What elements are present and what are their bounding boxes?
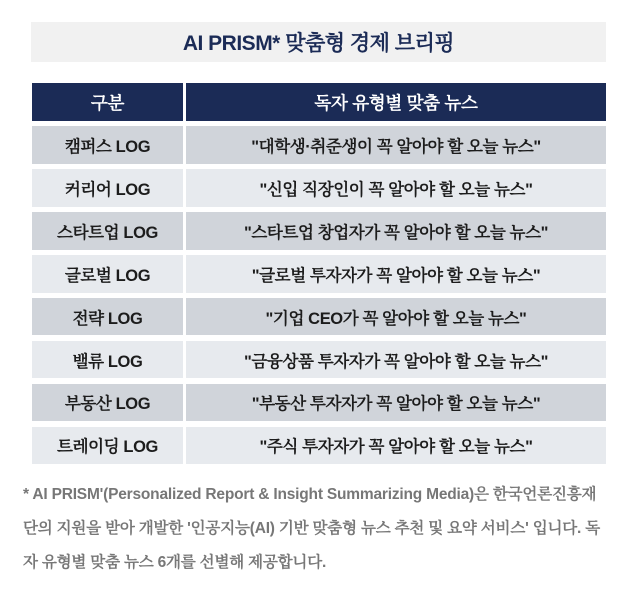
news-cell: "부동산 투자자가 꼭 알아야 할 오늘 뉴스" [186,384,606,422]
category-cell: 부동산 LOG [32,384,183,422]
table-row [32,255,606,293]
news-cell: "스타트업 창업자가 꼭 알아야 할 오늘 뉴스" [186,212,606,250]
category-cell: 밸류 LOG [32,341,183,379]
header-cell-category: 구분 [32,83,183,121]
news-cell: "신입 직장인이 꼭 알아야 할 오늘 뉴스" [186,169,606,207]
table-row [32,126,606,164]
table-row [32,298,606,336]
table-row [32,427,606,465]
category-cell: 전략 LOG [32,298,183,336]
table-row [32,341,606,379]
title-bar [31,22,606,62]
table-row [32,384,606,422]
category-cell: 스타트업 LOG [32,212,183,250]
news-cell: "기업 CEO가 꼭 알아야 할 오늘 뉴스" [186,298,606,336]
page-title: AI PRISM* 맞춤형 경제 브리핑 [182,32,455,55]
news-cell: "대학생·취준생이 꼭 알아야 할 오늘 뉴스" [186,126,606,164]
news-cell: "금융상품 투자자가 꼭 알아야 할 오늘 뉴스" [186,341,606,379]
table-row [32,212,606,250]
table-header-row [32,83,606,121]
category-cell: 글로벌 LOG [32,255,183,293]
category-cell: 트레이딩 LOG [32,427,183,465]
news-cell: "주식 투자자가 꼭 알아야 할 오늘 뉴스" [186,427,606,465]
category-cell: 커리어 LOG [32,169,183,207]
news-cell: "글로벌 투자자가 꼭 알아야 할 오늘 뉴스" [186,255,606,293]
footnote: * AI PRISM'(Personalized Report & Insight Summarizing Media)은 한국언론진흥재단의 지원을 받아 개발한 '인공지능(AI) 기반 맞춤형 뉴스 추천 및 요약 서비스' 입니다. 독자 유형별 맞춤 뉴스 6개를 선별해 제공합니다. [23,486,600,571]
briefing-table [32,83,606,464]
category-cell: 캠퍼스 LOG [32,126,183,164]
table-row [32,169,606,207]
header-cell-news: 독자 유형별 맞춤 뉴스 [186,83,606,121]
